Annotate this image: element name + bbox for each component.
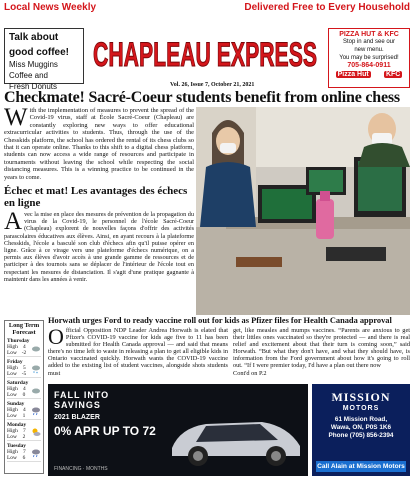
brand-logos [329, 71, 409, 78]
story2-column-2 [233, 327, 410, 391]
mission-address-line2: Wawa, ON, P0S 1K6 [330, 424, 392, 431]
lead-body-text: ith the implementation of measures to prevent the spread of the Covid-19 virus, staff at École Sacré-Coeur (Chapleau) are constantly exploring new ways to offer educational extracurricular activities to students. Thus, through the use of the Chesskids platform, the school has ordered the rental of its chess clubs so that it can operate online. Thanks to this shift to a digital chess platform, students can now access a wide range of resources and participate in tournaments without leaving the school while respecting the social distancing measures. This is a winning practice to be continued in the years to come. [4, 107, 194, 181]
weather-high-value: 4 [23, 344, 26, 350]
mission-address [312, 416, 410, 440]
mission-cta-button[interactable]: Call Alain at Mission Motors [317, 463, 405, 470]
car-ad-headline [54, 390, 109, 410]
coffee-ad-line5: Fresh Donuts [9, 82, 58, 91]
weather-day-tuesday [7, 443, 41, 462]
coffee-ad-line2: good coffee! [9, 47, 69, 58]
weather-low-label: Low [7, 434, 17, 440]
story2-column-1 [48, 327, 228, 391]
mission-name: MISSION [331, 390, 391, 404]
coffee-ad-line4: Coffee and [9, 71, 48, 80]
car-ad-offer: 0% APR UP TO 72 [54, 424, 156, 438]
weather-low-label: Low [7, 350, 17, 356]
car-ad-line1: FALL INTO [54, 390, 110, 400]
weather-high-value: 4 [23, 386, 26, 392]
weather-low-value: 1 [22, 413, 26, 419]
pizza-ad-title: PIZZA HUT & KFC [339, 31, 399, 38]
weather-day-sunday [7, 401, 41, 420]
weather-low-label: Low [7, 455, 17, 461]
lead-subhead-fr: Échec et mat! Les avantages des échecs en ligne [4, 185, 188, 210]
pizza-ad-line2: new menu. [354, 47, 384, 53]
story2-col1-text: fficial Opposition NDP Leader Andrea Horwath is elated that Pfizer's COVID-19 vaccine for kids age five to 11 has been submitted for Health Canada approval — and said that means there's no time left to waste in releasing a plan to get all eligible kids in Ontario vaccinated quickly. Horwath wants the COVID-19 vaccine added to the existing list of student vaccines, alongside shots students must [48, 327, 228, 377]
lead-paragraph-fr [4, 208, 194, 283]
weather-day-name: Thursday [7, 338, 30, 344]
story2-drop-cap: O [48, 327, 64, 349]
students-chess-photo [196, 107, 410, 315]
pizza-ad-line3: You may be surprised! [339, 55, 399, 61]
coffee-ad-line3: Miss Muggins [9, 60, 58, 69]
lead-body-fr-text: vec la mise en place des mesures de prévention de la propagation du virus de la Covid-19, le personnel de l'école Sacré-Coeur (Chapleau) explorent de nouvelles façons d'offrir des activités parascolaires éducatives aux élèves. Ainsi, en ayant recours à la plateforme Chesskids, l'école a basculé son club d'échecs afin qu'il puisse opérer en ligne. Grâce à ce virage vers une plateforme d'échecs numérique, on a permis aux élèves d'avoir accès à une grande gamme de ressources et de participer à des tournois sans se déplacer de l'intérieur de l'école tout en respectant les mesures de distanciation. Il s'agit d'une pratique gagnante à maintenir dans les années à venir. [4, 211, 194, 283]
weather-low-label: Low [7, 371, 17, 377]
weather-high-label: High [7, 449, 18, 455]
weather-day-name: Friday [7, 359, 23, 365]
weather-high-label: High [7, 365, 18, 371]
mission-motors-ad[interactable] [312, 384, 410, 476]
weather-high-label: High [7, 428, 18, 434]
coffee-ad[interactable] [4, 28, 84, 91]
pizza-kfc-ad[interactable] [328, 28, 410, 88]
coffee-ad-line1: Talk about [9, 32, 59, 43]
weather-high-label: High [7, 344, 18, 350]
car-ad-fine: FINANCING · MONTHS [54, 466, 108, 472]
lead-paragraph-en [4, 107, 194, 181]
weather-low-value: -2 [21, 350, 27, 356]
weather-high-value: 7 [23, 449, 26, 455]
mission-sub: MOTORS [342, 405, 380, 412]
tagline-right: Delivered Free to Every Household [244, 2, 410, 13]
continued-link[interactable]: Cont'd on P.2 [233, 369, 267, 377]
car-ad-line2: SAVINGS [54, 400, 101, 410]
weather-low-value: 6 [22, 455, 26, 461]
weather-day-name: Saturday [7, 380, 29, 386]
weather-high-label: High [7, 386, 18, 392]
mission-phone: Phone (705) 856-2394 [328, 432, 394, 439]
mission-address-line1: 61 Mission Road, [334, 416, 388, 423]
tagline-left: Local News Weekly [4, 2, 97, 13]
weather-day-friday [7, 359, 41, 378]
weather-title: Long Term Forecast [8, 322, 40, 336]
logo-title: CHAPLEAU EXPRESS [93, 36, 317, 74]
pizza-hut-logo: Pizza Hut [337, 71, 369, 78]
weather-forecast [4, 320, 44, 474]
weather-day-name: Tuesday [7, 443, 26, 449]
drop-cap: W [4, 107, 28, 131]
weather-day-monday [7, 422, 41, 441]
weather-high-label: High [7, 407, 18, 413]
lead-headline[interactable]: Checkmate! Sacré-Coeur students benefit from online chess [4, 89, 400, 106]
weather-high-value: 4 [23, 407, 26, 413]
car-image [166, 402, 306, 468]
pizza-ad-line1: Stop in and see our [342, 39, 396, 45]
chevy-blazer-ad[interactable] [48, 384, 308, 476]
weather-day-name: Monday [7, 422, 27, 428]
weather-day-saturday [7, 380, 41, 399]
weather-day-thursday [7, 338, 41, 357]
weather-day-name: Sunday [7, 401, 25, 407]
kfc-logo: KFC [385, 71, 401, 78]
newspaper-logo [90, 18, 320, 80]
weather-low-value: 0 [22, 392, 26, 398]
weather-low-label: Low [7, 413, 17, 419]
drop-cap-fr: A [4, 208, 23, 236]
weather-low-value: -5 [21, 371, 27, 377]
weather-low-label: Low [7, 392, 17, 398]
story2-col2-text: get, like measles and mumps vaccines. “Parents are anxious to get their littles ones vaccinated so they're protected — and there is real relief and excitement about that their turn is coming soon,” said Horwath. “But what they don't have, and what they should have, is information from the Ford government about how it's going to roll out. “If I were premier today, I'd have a plan out there now [233, 327, 410, 370]
issue-info: Vol. 26, Issue 7, October 21, 2021 [170, 82, 255, 88]
lead-story-body [4, 107, 194, 315]
masthead-topline [4, 2, 410, 16]
weather-high-value: 5 [23, 365, 26, 371]
car-ad-model: 2021 BLAZER [54, 414, 100, 421]
story2-headline[interactable]: Horwath urges Ford to ready vaccine roll out for kids as Pfizer files for Health Canada approval [48, 316, 392, 325]
weather-low-value: 2 [22, 434, 26, 440]
pizza-ad-phone: 705-864-0911 [347, 62, 391, 69]
weather-high-value: 7 [23, 428, 26, 434]
